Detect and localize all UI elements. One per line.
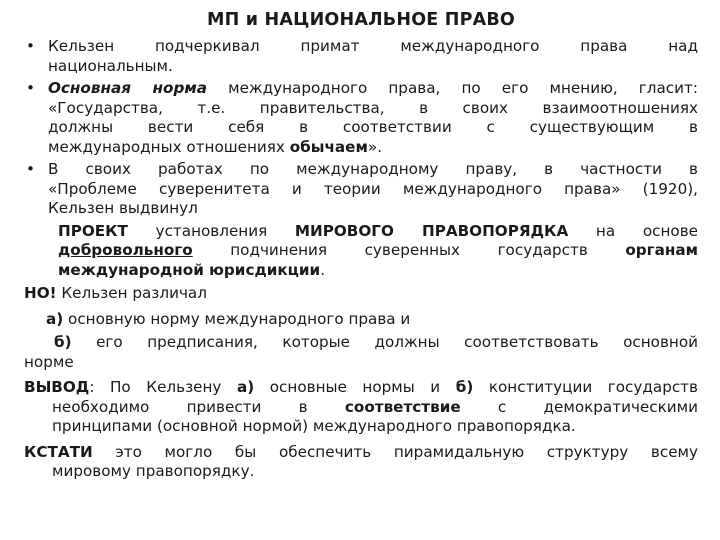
slide-title: МП и НАЦИОНАЛЬНОЕ ПРАВО xyxy=(207,10,515,30)
bullet-text xyxy=(48,37,698,76)
text-line xyxy=(24,333,698,353)
text-span: Кельзен различал xyxy=(56,284,207,302)
bullet-text xyxy=(48,79,698,157)
text-span: его предписания, которые должны соответствовать основной xyxy=(71,333,698,351)
bullet-dot: • xyxy=(26,79,35,97)
bullet-dot: • xyxy=(26,37,35,55)
bullet-item-1 xyxy=(24,37,698,76)
bold-term: международной юрисдикции xyxy=(58,260,321,279)
bullet-text xyxy=(48,160,698,219)
text-span: основные нормы и xyxy=(254,378,456,396)
text-span: это могло бы обеспечить пирамидальную структуру всему xyxy=(92,442,698,461)
text-line xyxy=(24,378,698,398)
bold-term: а) xyxy=(236,378,255,396)
bold-term: б) xyxy=(455,378,474,396)
text-line: мировому правопорядку. xyxy=(52,462,255,480)
bold-term: ВЫВОД xyxy=(24,378,90,396)
item-a xyxy=(24,310,698,330)
bold-term: ПРОЕКТ xyxy=(58,221,128,240)
text-span: международных отношениях xyxy=(48,137,290,156)
bold-term: обычаем xyxy=(289,137,368,156)
text-span: подчинения суверенных государств xyxy=(192,241,626,259)
text-line: В своих работах по международному праву, в частности в xyxy=(48,160,698,178)
text-span: установления xyxy=(127,221,295,240)
text-line: норме xyxy=(24,352,74,371)
text-line: Кельзен выдвинул xyxy=(48,199,198,217)
text-line xyxy=(48,138,698,158)
text-line: «Государства, т.е. правительства, в своих взаимоотношениях xyxy=(48,98,698,117)
text-span: необходимо привести в xyxy=(52,397,345,416)
bold-term: органам xyxy=(625,241,698,259)
item-b xyxy=(24,333,698,372)
text-line xyxy=(24,443,698,463)
text-span: на основе xyxy=(568,221,698,240)
emphasis-term: Основная норма xyxy=(48,79,207,97)
bold-term: а) xyxy=(46,309,64,328)
bold-term: соответствие xyxy=(344,397,461,416)
bullet-dot: • xyxy=(26,160,35,178)
project-paragraph xyxy=(24,222,698,281)
bold-term: КСТАТИ xyxy=(24,442,93,461)
text-line xyxy=(48,79,698,99)
bold-term: МИРОВОГО ПРАВОПОРЯДКА xyxy=(294,221,569,240)
underlined-term: добровольного xyxy=(58,241,193,259)
bullet-item-2 xyxy=(24,79,698,157)
text-span: . xyxy=(320,260,326,279)
text-line: национальным. xyxy=(48,56,173,75)
text-line: «Проблеме суверенитета и теории международного права» (1920), xyxy=(48,179,698,198)
bullet-item-3 xyxy=(24,160,698,219)
conclusion-paragraph xyxy=(24,378,698,437)
kstati-paragraph xyxy=(24,443,698,482)
text-line xyxy=(24,398,698,418)
bold-term: б) xyxy=(54,333,72,351)
text-line: Кельзен подчеркивал примат международного права над xyxy=(48,37,698,55)
text-line xyxy=(58,222,698,242)
bold-term: НО! xyxy=(24,284,57,302)
text-line: принципами (основной нормой) международного правопорядка. xyxy=(52,417,576,435)
text-span: : По Кельзену xyxy=(89,378,237,396)
text-line xyxy=(58,261,698,281)
text-span: с демократическими xyxy=(460,397,698,416)
text-span: конституции государств xyxy=(473,378,698,396)
text-span: международного права, по его мнению, гласит: xyxy=(207,79,698,97)
text-span: ». xyxy=(367,137,383,156)
text-span: основную норму международного права и xyxy=(63,309,411,328)
no-paragraph xyxy=(24,284,698,304)
text-line: должны вести себя в соответствии с существующим в xyxy=(48,118,698,136)
text-line xyxy=(58,241,698,261)
